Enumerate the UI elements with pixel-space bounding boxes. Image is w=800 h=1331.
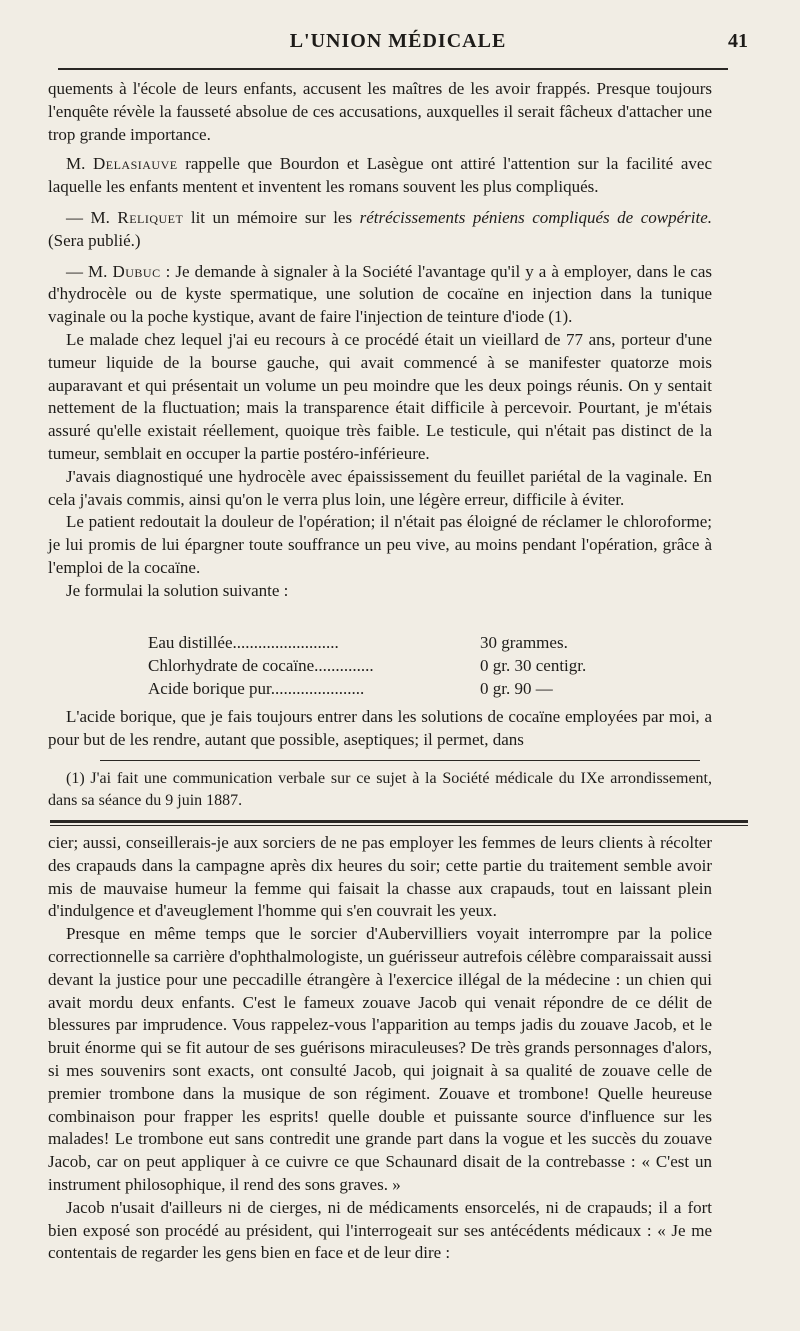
paragraph: L'acide borique, que je fais toujours entrer dans les solutions de cocaïne employées par moi, a pour but de les rendre, autant que possible, aseptiques; il permet, dans — [48, 707, 712, 749]
paragraph-text: : Je demande à signaler à la Société l'avantage qu'il y a à employer, dans le cas d'hydrocèle ou de kyste spermatique, une solution de cocaïne en injection dans la tunique vaginale ou la poche kystique, avant de faire l'injection de teinture d'iode (1). — [48, 261, 712, 327]
ingredient-name: Eau distillée......................... — [148, 633, 339, 652]
paragraph — [48, 153, 712, 199]
formula-row — [148, 632, 628, 655]
footnote — [48, 768, 712, 812]
upper-article-end — [48, 706, 712, 752]
header-rule — [58, 68, 728, 70]
upper-article — [48, 78, 712, 603]
feuilleton-rule — [50, 820, 748, 823]
paragraph: cier; aussi, conseillerais-je aux sorciers de ne pas employer les femmes de leurs clients à récolter des crapauds dans la campagne après dix heures du soir; cette partie du traitement semble avoir mis de mauvaise humeur la femme qui faisait la chasse aux crapauds, tout en laissant plein d'indulgence et d'aveuglement l'homme qui s'en couvrait les yeux. — [48, 833, 712, 921]
page-number: 41 — [728, 30, 748, 52]
paragraph: Je formulai la solution suivante : — [66, 580, 289, 600]
formula-row — [148, 655, 628, 678]
paragraph-text: lit un mémoire sur les — [183, 207, 360, 227]
ingredient-quantity: 0 gr. 90 — — [480, 678, 553, 698]
speaker-prefix: — M. — [66, 207, 118, 227]
paragraph: Le malade chez lequel j'ai eu recours à ce procédé était un vieillard de 77 ans, porteur d'une tumeur liquide de la bourse gauche, qui avait commencé à se manifester quatorze mois auparavant et qui présentait un volume un peu moindre que les deux poings réunis. On y sentait nettement de la fluctuation; mais la transparence était difficile à percevoir. Pourtant, je m'étais assuré qu'elle existait réellement, quoique très faible. Le testicule, qui n'était pas distinct de la tumeur, semblait en occuper la partie postéro-inférieure. — [48, 329, 712, 463]
paragraph — [48, 261, 712, 329]
ingredient-quantity: 30 grammes. — [480, 633, 568, 652]
speaker-name: Dubuc — [112, 261, 161, 281]
prescription-formula — [148, 632, 628, 700]
running-header — [48, 30, 748, 60]
paragraph-text: rappelle que Bourdon et Lasègue ont attiré l'attention sur la facilité avec laquelle les enfants mentent et inventent les romans souvent les plus compliqués. — [48, 154, 712, 197]
footnote-rule — [100, 760, 700, 761]
speaker-prefix: — M. — [66, 261, 113, 281]
paragraph — [48, 207, 712, 253]
speaker-name: Reliquet — [117, 207, 184, 227]
paragraph: Presque en même temps que le sorcier d'Aubervilliers voyait interrompre par la police correctionnelle sa carrière d'ophthalmologiste, un guérisseur autrefois célèbre comparaissait aussi devant la justice pour une peccadille étrangère à l'exercice illégal de la médecine : un chien qui avait mordu deux enfants. C'est le fameux zouave Jacob qui venait répondre de ce délit de blessures par imprudence. Vous rappelez-vous l'apparition au temps jadis du zouave Jacob, et le bruit énorme qui se fit autour de ses guérisons miraculeuses? De très grands personnages d'alors, si mes souvenirs sont exacts, ont consulté Jacob, qui joignait à sa qualité de zouave celle de premier trombone dans la musique de son régiment. Zouave et trombone! Quelle heureuse combinaison pour frapper les esprits! quelle double et puissante source d'influence sur les malades! Le trombone eut sans contredit une grande part dans la vogue et les succès du zouave Jacob, car on peut appliquer à ce cuivre ce que Schaunard disait de la contrebasse : « C'est un instrument philosophique, il rend des sons graves. » — [48, 924, 712, 1194]
feuilleton — [48, 832, 712, 1265]
ingredient-name: Acide borique pur...................... — [148, 678, 365, 698]
ingredient-quantity: 0 gr. 30 centigr. — [480, 655, 587, 675]
footnote-text: (1) J'ai fait une communication verbale sur ce sujet à la Société médicale du IXe arrondissement, dans sa séance du 9 juin 1887. — [48, 770, 712, 809]
paragraph: Le patient redoutait la douleur de l'opération; il n'était pas éloigné de réclamer le chloroforme; je lui promis de lui épargner toute souffrance un peu vive, au moins pendant l'opération, grâce à l'emploi de la cocaïne. — [48, 512, 712, 577]
feuilleton-rule-thin — [50, 825, 748, 826]
formula-row — [148, 678, 628, 701]
paragraph: quements à l'école de leurs enfants, accusent les maîtres de les avoir frappés. Presque toujours l'enquête révèle la fausseté absolue de ces accusations, auxquelles il serait fâcheux d'attacher une trop grande importance. — [48, 79, 712, 144]
memoir-title: rétrécissements péniens compliqués de cowpérite. — [359, 207, 712, 227]
ingredient-name: Chlorhydrate de cocaïne.............. — [148, 655, 374, 675]
speaker-prefix: M. — [66, 154, 93, 174]
journal-title: L'UNION MÉDICALE — [289, 30, 507, 52]
paragraph: J'avais diagnostiqué une hydrocèle avec épaississement du feuillet pariétal de la vaginale. En cela j'avais commis, ainsi qu'on le verra plus loin, une légère erreur, difficile à éviter. — [48, 466, 712, 509]
speaker-name: Delasiauve — [92, 154, 178, 174]
paragraph: Jacob n'usait d'ailleurs ni de cierges, ni de médicaments ensorcelés, ni de crapauds; il a fort bien exposé son procédé au président, qui l'interrogeait sur ses antécédents médicaux : « Je me contentais de regarder les gens bien en face et de leur dire : — [48, 1197, 712, 1263]
paragraph-text: (Sera publié.) — [48, 230, 141, 250]
